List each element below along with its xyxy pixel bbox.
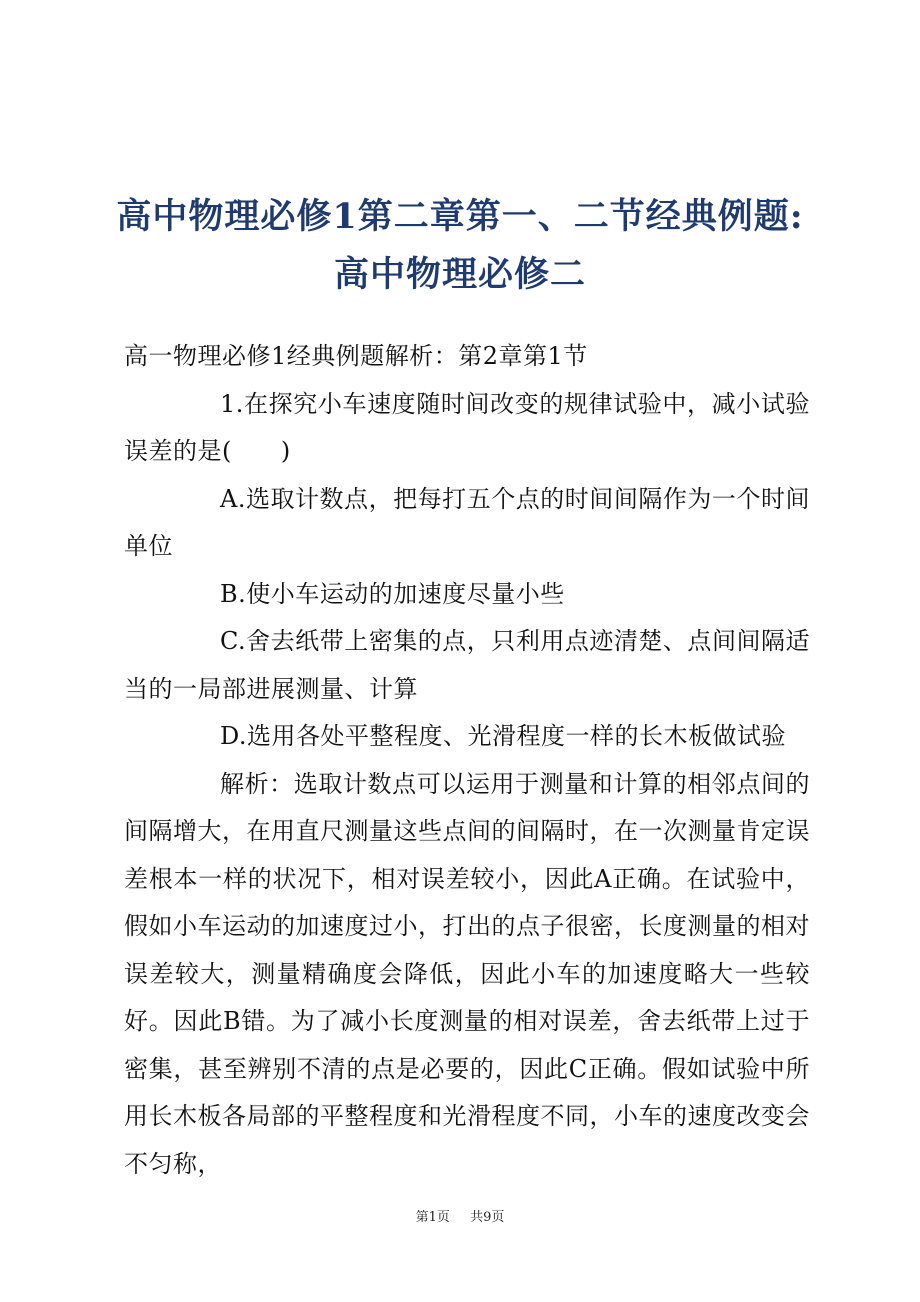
page-total: 共9页	[470, 1210, 505, 1225]
page-footer	[0, 1206, 920, 1225]
option-c: C.舍去纸带上密集的点，只利用点迹清楚、点间间隔适当的一局部进展测量、计算	[124, 627, 810, 703]
option-b: B.使小车运动的加速度尽量小些	[220, 579, 565, 608]
document-title: 高中物理必修1第二章第一、二节经典例题:高中物理必修二	[116, 196, 804, 295]
analysis-text: 解析：选取计数点可以运用于测量和计算的相邻点间的间隔增大，在用直尺测量这些点间的间隔时，在一次测量肯定误差根本一样的状况下，相对误差较小，因此A正确。在试验中，假如小车运动的加速度过小，打出的点子很密，长度测量的相对误差较大，测量精确度会降低，因此小车的加速度略大一些较好。因此B错。为了减小长度测量的相对误差，舍去纸带上过于密集，甚至辨别不清的点是必要的，因此C正确。假如试验中所用长木板各局部的平整程度和光滑程度不同，小车的速度改变会不匀称，	[124, 769, 810, 1178]
document-body	[124, 333, 810, 1188]
section-heading: 高一物理必修1经典例题解析：第2章第1节	[124, 342, 588, 370]
option-d: D.选用各处平整程度、光滑程度一样的长木板做试验	[220, 722, 787, 750]
question-text: 1.在探究小车速度随时间改变的规律试验中，减小试验误差的是( )	[124, 389, 810, 465]
page-number: 第1页	[415, 1210, 450, 1225]
option-a: A.选取计数点，把每打五个点的时间间隔作为一个时间单位	[124, 484, 810, 560]
